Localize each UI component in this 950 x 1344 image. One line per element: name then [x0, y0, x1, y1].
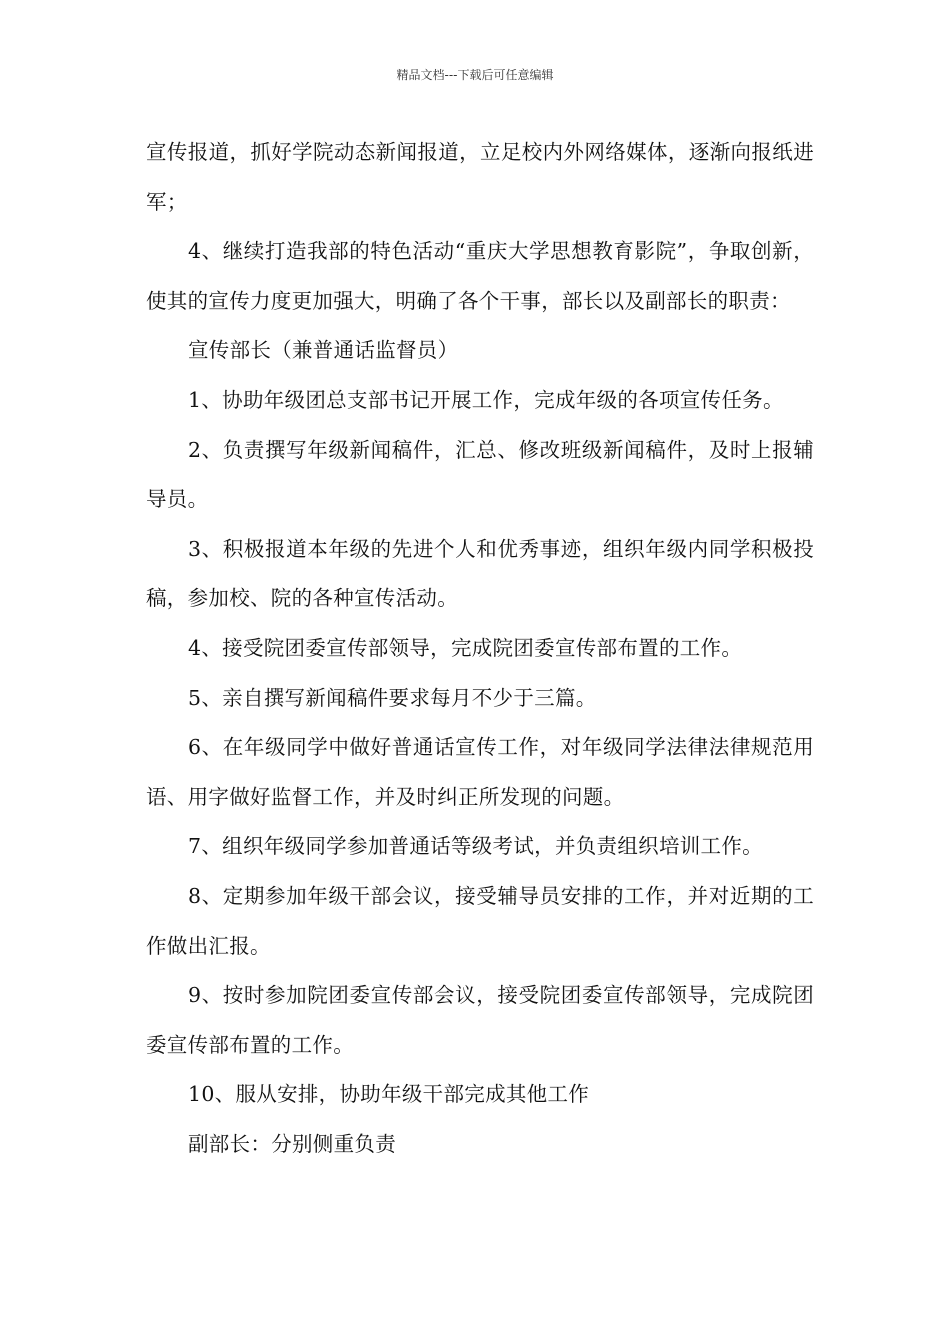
list-item: 2、负责撰写年级新闻稿件，汇总、修改班级新闻稿件，及时上报辅导员。: [146, 437, 814, 512]
paragraph: 宣传报道，抓好学院动态新闻报道，立足校内外网络媒体，逐渐向报纸进军；: [146, 140, 814, 214]
list-item: 6、在年级同学中做好普通话宣传工作，对年级同学法律法律规范用语、用字做好监督工作，并及时纠正所发现的问题。: [146, 735, 814, 809]
list-item: 4、接受院团委宣传部领导，完成院团委宣传部布置的工作。: [188, 635, 743, 660]
list-item: 1、协助年级团总支部书记开展工作，完成年级的各项宣传任务。: [188, 387, 784, 412]
list-item: 3、积极报道本年级的先进个人和优秀事迹，组织年级内同学积极投稿，参加校、院的各种宣传活动。: [146, 536, 814, 611]
paragraph: 4、继续打造我部的特色活动“重庆大学思想教育影院”，争取创新，使其的宣传力度更加强大，明确了各个干事，部长以及副部长的职责：: [146, 239, 814, 313]
list-item: 5、亲自撰写新闻稿件要求每月不少于三篇。: [188, 685, 597, 710]
list-item: 9、按时参加院团委宣传部会议，接受院团委宣传部领导，完成院团委宣传部布置的工作。: [146, 983, 814, 1057]
list-item: 10、服从安排，协助年级干部完成其他工作: [188, 1082, 590, 1107]
list-item: 8、定期参加年级干部会议，接受辅导员安排的工作，并对近期的工作做出汇报。: [146, 883, 814, 958]
section-heading: 宣传部长（兼普通话监督员）: [188, 338, 459, 363]
list-item: 7、组织年级同学参加普通话等级考试，并负责组织培训工作。: [188, 834, 763, 859]
section-heading: 副部长：分别侧重负责: [188, 1131, 396, 1156]
document-body: [146, 128, 814, 1169]
page-header: 精品文档---下载后可任意编辑: [396, 68, 554, 82]
